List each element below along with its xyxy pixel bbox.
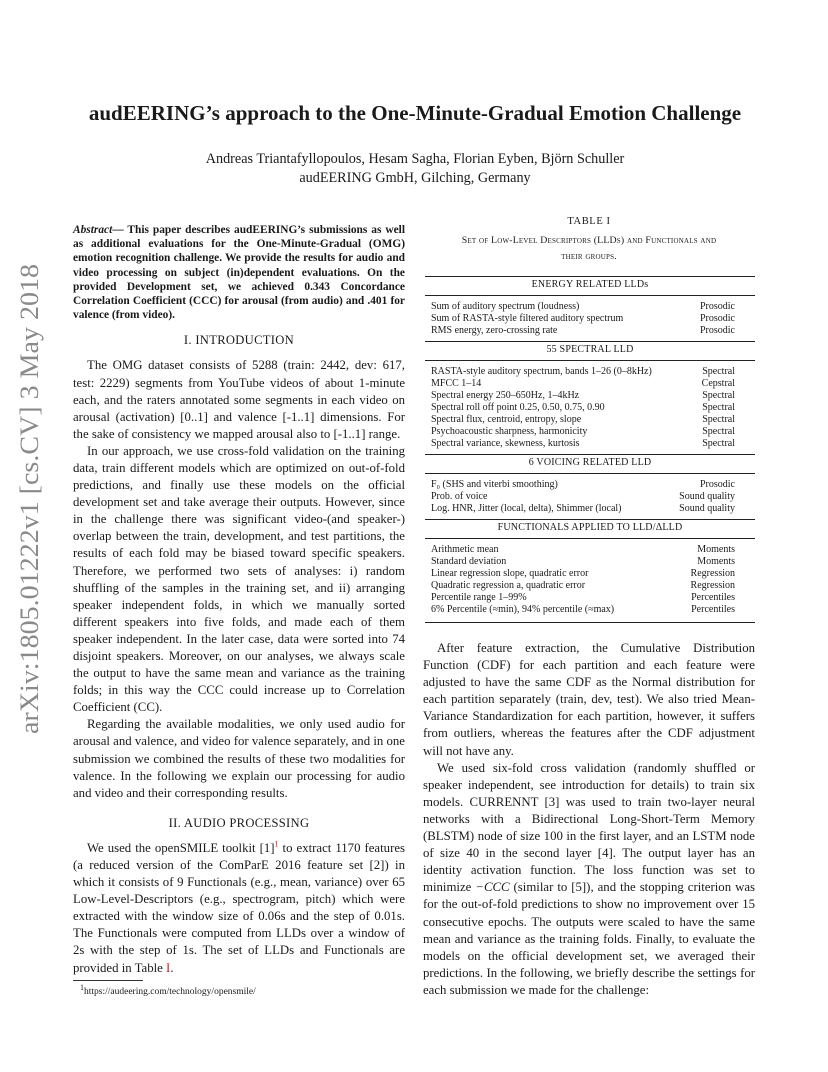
table-row — [425, 402, 755, 414]
intro-heading: I. INTRODUCTION — [183, 333, 295, 348]
arxiv-stamp-text: arXiv:1805.01222v1 [cs.CV] 3 May 2018 — [14, 289, 44, 734]
author-block — [100, 150, 730, 188]
table-row — [425, 296, 755, 314]
right-column — [423, 640, 755, 999]
right-paragraph-1: After feature extraction, the Cumulative Distribution Function (CDF) for each partition and each feature were adjusted to have the same CDF as the Normal distribution for each partition separately (train, dev, test). We also tried Mean-Variance Standardization for each partition, however, it suffers from outliers, whereas the features after the CDF adjustment will not have any. — [423, 641, 755, 758]
table-cell-group: Sound quality — [679, 503, 735, 514]
table-cell-descriptor: Psychoacoustic sharpness, harmonicity — [431, 426, 588, 437]
table-title-text-1: Set of Low-Level Descriptors (LLDs) and Functionals and — [461, 235, 717, 246]
table-row — [425, 426, 755, 438]
table-cell-group: Spectral — [702, 402, 735, 413]
table-cell-group: Spectral — [702, 414, 735, 425]
lld-table — [425, 276, 755, 623]
table-title — [423, 233, 755, 265]
table-cell-descriptor: RASTA-style auditory spectrum, bands 1–26 (0–8kHz) — [431, 366, 652, 377]
table-row — [425, 361, 755, 379]
table-cell-group: Regression — [690, 580, 735, 591]
table-cell-descriptor: Sum of auditory spectrum (loudness) — [431, 301, 580, 312]
left-column — [73, 223, 405, 977]
table-cell-group: Prosodic — [700, 325, 735, 336]
table-cell-descriptor: Arithmetic mean — [431, 544, 499, 555]
table-cell-group: Moments — [697, 544, 735, 555]
affiliation: audEERING GmbH, Gilching, Germany — [299, 170, 531, 186]
table-cell-descriptor: Prob. of voice — [431, 491, 488, 502]
table-row — [425, 503, 755, 520]
table-row — [425, 580, 755, 592]
table-cell-group: Spectral — [702, 426, 735, 437]
table-group-header-row — [425, 342, 755, 361]
table-cell-group: Spectral — [702, 366, 735, 377]
table-row — [425, 491, 755, 503]
table-title-line-1 — [423, 233, 755, 249]
table-cell-descriptor: Log. HNR, Jitter (local, delta), Shimmer (local) — [431, 503, 622, 514]
table-cell-descriptor: Spectral roll off point 0.25, 0.50, 0.75, 0.90 — [431, 402, 605, 413]
table-cell-descriptor: Sum of RASTA-style filtered auditory spectrum — [431, 313, 624, 324]
table-cell-group: Sound quality — [679, 491, 735, 502]
table-cell-descriptor: Spectral energy 250–650Hz, 1–4kHz — [431, 390, 580, 401]
right-paragraph-2 — [423, 760, 755, 999]
table-cell-descriptor: Percentile range 1–99% — [431, 592, 527, 603]
right-text-a: We used six-fold cross validation (randomly shuffled or speaker independent, see introduction for details) to train six models. CURRENNT [3] was used to train two-layer neural networks with a Bidirectional Long-Short-Term Memory (BLSTM) node of size 100 in the first layer, and an LSTM node of size 40 in the second layer [4]. The output layer has an identity activation function. The loss function was set to minimize — [423, 760, 755, 895]
table-cell-descriptor: Spectral flux, centroid, entropy, slope — [431, 414, 582, 425]
author-names: Andreas Triantafyllopoulos, Hesam Sagha, Florian Eyben, Björn Schuller — [205, 151, 625, 167]
right-text-b: (similar to [5]), and the stopping criterion was for the out-of-fold predictions to show no improvement over 15 consecutive epochs. The outputs were scaled to have the same mean and variance as the training folds. Finally, to evaluate the models on the official development set, we averaged their predictions. In the following, we briefly describe the settings for each submission we made for the challenge: — [423, 880, 755, 997]
paper-title: audEERING’s approach to the One-Minute-Gradual Emotion Challenge — [88, 101, 742, 125]
footnote-number: 1 — [80, 982, 84, 992]
audio-text-a: We used the openSMILE toolkit [1] — [87, 840, 275, 855]
table-row — [425, 568, 755, 580]
intro-paragraph-1: The OMG dataset consists of 5288 (train: 2442, dev: 617, test: 2229) segments from YouTube videos of about 1-minute each, and the raters annotated some segments in each video on arousal (activation) [0..1] and valence [-1..1] dimensions. For the sake of consistency we mapped arousal also to [-1..1] range. — [73, 358, 405, 441]
table-cell-group: Moments — [697, 556, 735, 567]
table-cell-descriptor: 6% Percentile (≈min), 94% percentile (≈max) — [425, 604, 668, 623]
table-cell-group: Prosodic — [700, 313, 735, 324]
table-cell-descriptor: RMS energy, zero-crossing rate — [431, 325, 558, 336]
abstract-lead: Abstract — [73, 224, 113, 236]
table-row — [425, 604, 755, 623]
table-ref-link[interactable]: I — [166, 960, 171, 975]
table-row — [425, 378, 755, 390]
audio-heading: II. AUDIO PROCESSING — [168, 815, 310, 830]
table-caption — [423, 216, 755, 265]
table-cell-group: Percentiles — [691, 592, 735, 603]
table-cell-descriptor: Quadratic regression a, quadratic error — [431, 580, 586, 591]
table-cell-descriptor: Standard deviation — [431, 556, 507, 567]
table-cell-descriptor: F₀ (SHS and viterbi smoothing) — [431, 479, 558, 490]
math-neg-ccc: −CCC — [475, 880, 510, 895]
table-cell-group: Prosodic — [700, 301, 735, 312]
footnote — [80, 982, 256, 997]
table-row — [425, 556, 755, 568]
table-row — [425, 390, 755, 402]
table-group-header: ENERGY RELATED LLDs — [425, 277, 755, 296]
table-cell-group: Percentiles — [668, 604, 755, 623]
arxiv-stamp — [2, 258, 52, 738]
table-cell-descriptor: Spectral variance, skewness, kurtosis — [431, 438, 580, 449]
table-group-header-row — [425, 277, 755, 296]
table-number: TABLE I — [567, 216, 611, 227]
audio-text-c: . — [170, 960, 174, 975]
table-row — [425, 539, 755, 557]
abstract — [73, 223, 405, 322]
table-cell-group: Prosodic — [700, 479, 735, 490]
intro-paragraph-3: Regarding the available modalities, we only used audio for arousal and valence, and video for valence separately, and in one submission we combined the results of these two modalities for valence. In the following we explain our processing for audio and video and their corresponding results. — [73, 717, 405, 800]
table-group-header: 6 VOICING RELATED LLD — [425, 455, 755, 474]
table-row — [425, 325, 755, 342]
table-cell-group: Spectral — [702, 390, 735, 401]
table-group-header-row — [425, 520, 755, 539]
intro-paragraph-2: In our approach, we use cross-fold validation on the training data, train different models which are optimized on out-of-fold predictions, and finally use these models on the official development set and take average their outputs. However, since in the challenge there was significant video-(and speaker-) overlap between the train, development, and test partitions, the results of each fold may be biased toward specific speakers. Therefore, we performed two sets of analyses: i) random shuffling of the samples in the training set, and ii) arranging speaker independent folds, in which we manually sorted different speakers into five folds, and made each of them speaker independent. In the later case, data were sorted into 74 disjoint speakers. Moreover, on our analyses, we always scale the output to have the same mean and variance as the training folds; in this way the CCC could increase up to Correlation Coefficient (CC). — [73, 443, 405, 715]
table-title-line-2 — [423, 249, 755, 265]
table-group-header: 55 SPECTRAL LLD — [425, 342, 755, 361]
table-group-header: FUNCTIONALS APPLIED TO LLD/ΔLLD — [425, 520, 755, 539]
table-row — [425, 414, 755, 426]
table-cell-group: Regression — [690, 568, 735, 579]
footnote-url[interactable]: https://audeering.com/technology/opensmile/ — [84, 987, 256, 997]
table-group-header-row — [425, 455, 755, 474]
table-cell-descriptor: MFCC 1–14 — [431, 378, 482, 389]
table-cell-descriptor: Linear regression slope, quadratic error — [431, 568, 589, 579]
footnote-marker[interactable]: 1 — [274, 839, 279, 849]
table-row — [425, 592, 755, 604]
table-cell-group: Cepstral — [701, 378, 735, 389]
table-title-text-2: their groups. — [561, 251, 617, 262]
audio-paragraph-1 — [73, 840, 405, 977]
table-row — [425, 313, 755, 325]
table-row — [425, 438, 755, 455]
audio-text-b: to extract 1170 features (a reduced version of the ComParE 2016 feature set [2]) in which it consists of 9 Functionals (e.g., mean, variance) over 65 Low-Level-Descriptors (e.g., spectrogram, pitch) which were extracted with the window size of 0.06s and the step of 0.01s. The Functionals were computed from LLDs over a window of 2s with the step of 1s. The set of LLDs and Functionals are provided in Table — [73, 840, 405, 975]
footnote-divider — [73, 980, 143, 981]
table-cell-group: Spectral — [702, 438, 735, 449]
table-row — [425, 474, 755, 492]
abstract-text: — This paper describes audEERING’s submissions as well as additional evaluations for the One-Minute-Gradual (OMG) emotion recognition challenge. We provide the results for audio and video processing on subject (in)dependent evaluations. On the provided Development set, we achieved 0.343 Concordance Correlation Coefficient (CCC) for arousal (from audio) and .401 for valence (from video). — [73, 224, 405, 322]
